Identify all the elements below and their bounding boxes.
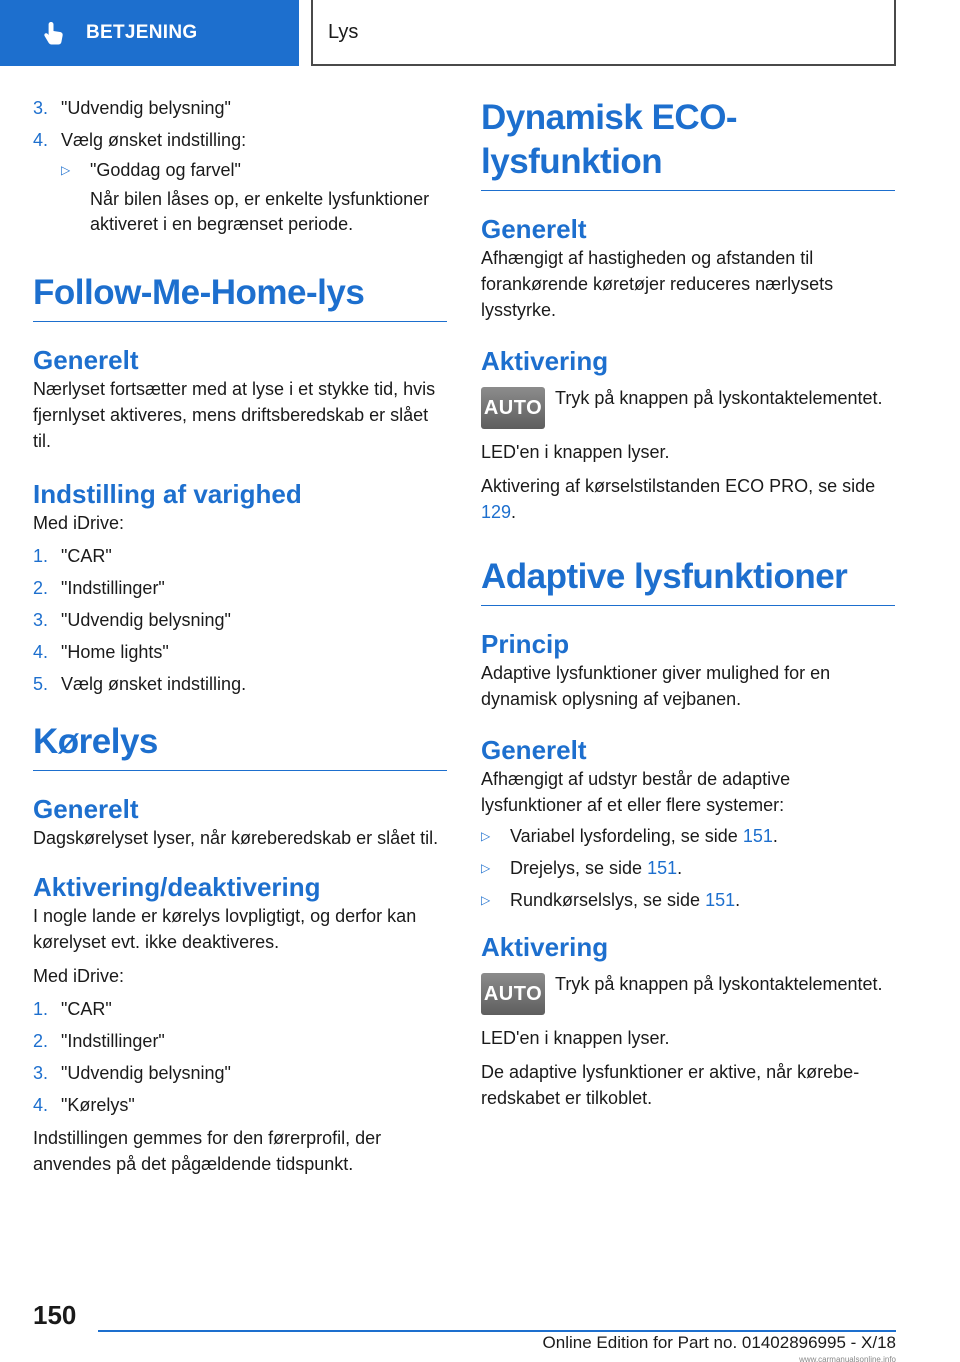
body-text: Tryk på knappen på lyskontaktelementet.	[555, 974, 883, 994]
list-item: 5. Vælg ønsket indstilling.	[33, 674, 247, 694]
body-text: Adaptive lysfunktioner giver mulighed for en dynamisk oplysning af vejbanen.	[481, 663, 831, 709]
body-text: De adaptive lysfunktioner er aktive, når køreberedskabet er tilkoblet.	[481, 1062, 860, 1108]
body-text: Nærlyset fortsætter med at lyse i et stykke tid, hvis fjernlyset aktiveres, mens driftsberedskab er slået til.	[33, 379, 436, 451]
duration-steps	[33, 544, 447, 696]
body-text: Afhængigt af hastigheden og afstanden til forankørende køretøjer reduceres nærlysets lysstyrke.	[481, 248, 834, 320]
subsection-title: Aktivering/deaktivering	[33, 872, 321, 902]
list-item: 1. "CAR"	[33, 999, 112, 1019]
section-title: Dynamisk ECO-lysfunktion	[481, 96, 895, 191]
list-item: ▷ Rundkørselslys, se side 151.	[481, 888, 895, 913]
body-text: I nogle lande er kørelys lovpligtigt, og derfor kan kørelyset evt. ikke deaktiveres.	[33, 906, 417, 952]
drl-steps	[33, 997, 447, 1117]
section-title: Adaptive lysfunktioner	[481, 555, 895, 606]
page-link[interactable]: 151	[705, 890, 736, 910]
list-item: 3. "Udvendig belysning"	[33, 98, 231, 118]
list-item: 3. "Udvendig belysning"	[33, 610, 231, 630]
body-text: LED'en i knappen lyser.	[481, 1028, 670, 1048]
body-text: Aktivering af kørselstilstanden ECO PRO, se side 129.	[481, 476, 876, 522]
auto-button-row	[481, 971, 895, 1015]
page-link[interactable]: 129	[481, 502, 512, 522]
page-link[interactable]: 151	[742, 826, 773, 846]
adaptive-systems-list	[481, 824, 895, 913]
body-text: Indstillingen gemmes for den førerprofil, der anvendes på det pågældende tidspunkt.	[33, 1128, 382, 1174]
subsection-title: Generelt	[33, 794, 139, 824]
left-column	[33, 96, 447, 1177]
body-text: LED'en i knappen lyser.	[481, 442, 670, 462]
right-column	[481, 96, 895, 1111]
footer-divider	[98, 1330, 896, 1332]
chapter-tab	[311, 0, 896, 66]
watermark-text: www.carmanualsonline.info	[799, 1355, 896, 1362]
intro-sub-list	[61, 158, 447, 241]
body-text: Tryk på knappen på lyskontaktelementet.	[555, 388, 883, 408]
subsection-title: Generelt	[481, 735, 587, 765]
body-text: Med iDrive:	[33, 966, 125, 986]
auto-button-icon: AUTO	[481, 973, 545, 1015]
page-link[interactable]: 151	[647, 858, 678, 878]
list-item: 3. "Udvendig belysning"	[33, 1063, 231, 1083]
page-number: 150	[33, 1300, 77, 1330]
subsection-title: Aktivering	[481, 932, 609, 962]
auto-button-icon: AUTO	[481, 387, 545, 429]
list-item: ▷ Variabel lysfordeling, se side 151.	[481, 824, 895, 849]
list-item: 1. "CAR"	[33, 546, 112, 566]
list-item: 2. "Indstillinger"	[33, 578, 165, 598]
intro-steps	[33, 96, 447, 152]
hand-pointer-icon	[40, 19, 68, 47]
body-text: Afhængigt af udstyr består de adaptive lysfunktioner af et eller flere systemer:	[481, 769, 791, 815]
section-title: Follow-Me-Home-lys	[33, 271, 447, 322]
list-item: 4. "Home lights"	[33, 642, 169, 662]
section-label: BETJENING	[86, 22, 198, 43]
body-text: Dagskørelyset lyser, når køreberedskab er slået til.	[33, 828, 439, 848]
chapter-label: Lys	[328, 20, 359, 43]
section-tab	[0, 0, 299, 66]
list-item: 2. "Indstillinger"	[33, 1031, 165, 1051]
list-item: ▷ "Goddag og farvel" Når bilen låses op, er enkelte lysfunktioner aktiveret i en begrænset periode.	[61, 158, 447, 241]
list-item: 4. "Kørelys"	[33, 1095, 135, 1115]
triangle-bullet-icon: ▷	[61, 163, 71, 177]
subsection-title: Generelt	[481, 214, 587, 244]
subsection-title: Aktivering	[481, 346, 609, 376]
triangle-bullet-icon: ▷	[481, 893, 491, 907]
subsection-title: Princip	[481, 629, 570, 659]
auto-button-row	[481, 385, 895, 429]
body-text: Med iDrive:	[33, 513, 125, 533]
triangle-bullet-icon: ▷	[481, 861, 491, 875]
list-item: ▷ Drejelys, se side 151.	[481, 856, 895, 881]
edition-text: Online Edition for Part no. 01402896995 - X/18	[542, 1333, 896, 1352]
subsection-title: Indstilling af varighed	[33, 479, 302, 509]
list-item: 4. Vælg ønsket indstilling:	[33, 130, 247, 150]
subsection-title: Generelt	[33, 345, 139, 375]
triangle-bullet-icon: ▷	[481, 829, 491, 843]
section-title: Kørelys	[33, 720, 447, 771]
